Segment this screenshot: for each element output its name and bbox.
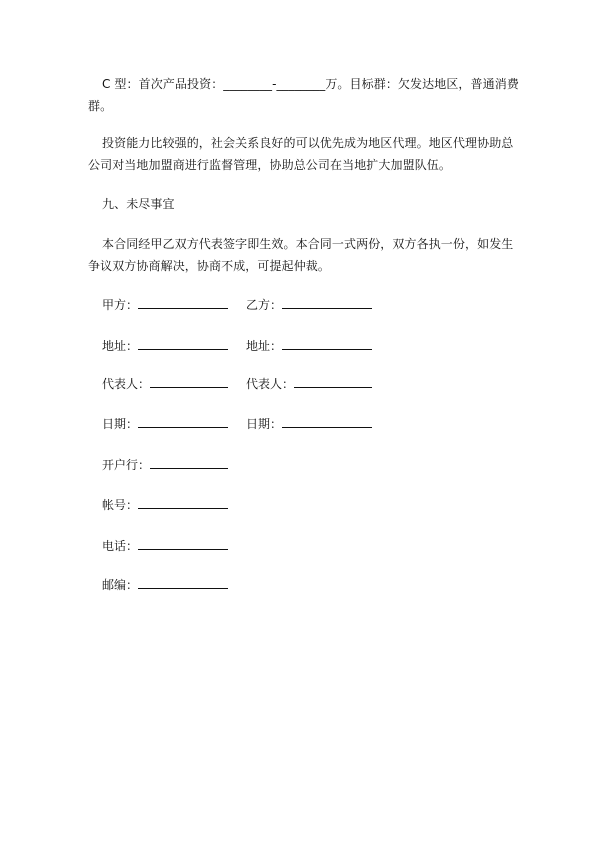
account-field <box>102 497 228 513</box>
account-blank[interactable] <box>138 497 228 509</box>
agency-paragraph: 投资能力比较强的，社会关系良好的可以优先成为地区代理。地区代理协助总公司对当地加盟商进行监督管理，协助总公司在当地扩大加盟队伍。 <box>88 136 514 172</box>
rep-a-blank[interactable] <box>150 376 228 388</box>
bank-blank[interactable] <box>150 457 228 469</box>
postcode-field <box>102 577 228 593</box>
party-a-field <box>102 297 228 313</box>
address-b-field <box>246 338 372 354</box>
rep-a-field <box>102 376 228 392</box>
party-a-blank[interactable] <box>138 297 228 309</box>
address-b-label: 地址： <box>246 339 283 353</box>
party-a-label: 甲方： <box>102 298 139 312</box>
date-a-field <box>102 416 228 432</box>
date-a-blank[interactable] <box>138 416 228 428</box>
bank-label: 开户行： <box>102 458 151 472</box>
party-b-blank[interactable] <box>282 297 372 309</box>
rep-b-field <box>246 376 372 392</box>
address-a-label: 地址： <box>102 339 139 353</box>
c-type-paragraph: C 型：首次产品投资：________-________万。目标群：欠发达地区，普通消费群。 <box>88 77 519 113</box>
contract-paragraph: 本合同经甲乙双方代表签字即生效。本合同一式两份，双方各执一份，如发生争议双方协商解决，协商不成，可提起仲裁。 <box>88 237 514 273</box>
postcode-blank[interactable] <box>138 577 228 589</box>
rep-a-label: 代表人： <box>102 377 151 391</box>
address-a-field <box>102 338 228 354</box>
section-title: 九、未尽事宜 <box>102 197 175 211</box>
party-b-label: 乙方： <box>246 298 283 312</box>
phone-blank[interactable] <box>138 538 228 550</box>
date-b-blank[interactable] <box>282 416 372 428</box>
phone-label: 电话： <box>102 539 139 553</box>
rep-b-label: 代表人： <box>246 377 295 391</box>
party-b-field <box>246 297 372 313</box>
bank-field <box>102 457 228 473</box>
address-a-blank[interactable] <box>138 338 228 350</box>
postcode-label: 邮编： <box>102 578 139 592</box>
account-label: 帐号： <box>102 498 139 512</box>
phone-field <box>102 538 228 554</box>
date-a-label: 日期： <box>102 417 139 431</box>
rep-b-blank[interactable] <box>294 376 372 388</box>
date-b-label: 日期： <box>246 417 283 431</box>
date-b-field <box>246 416 372 432</box>
address-b-blank[interactable] <box>282 338 372 350</box>
